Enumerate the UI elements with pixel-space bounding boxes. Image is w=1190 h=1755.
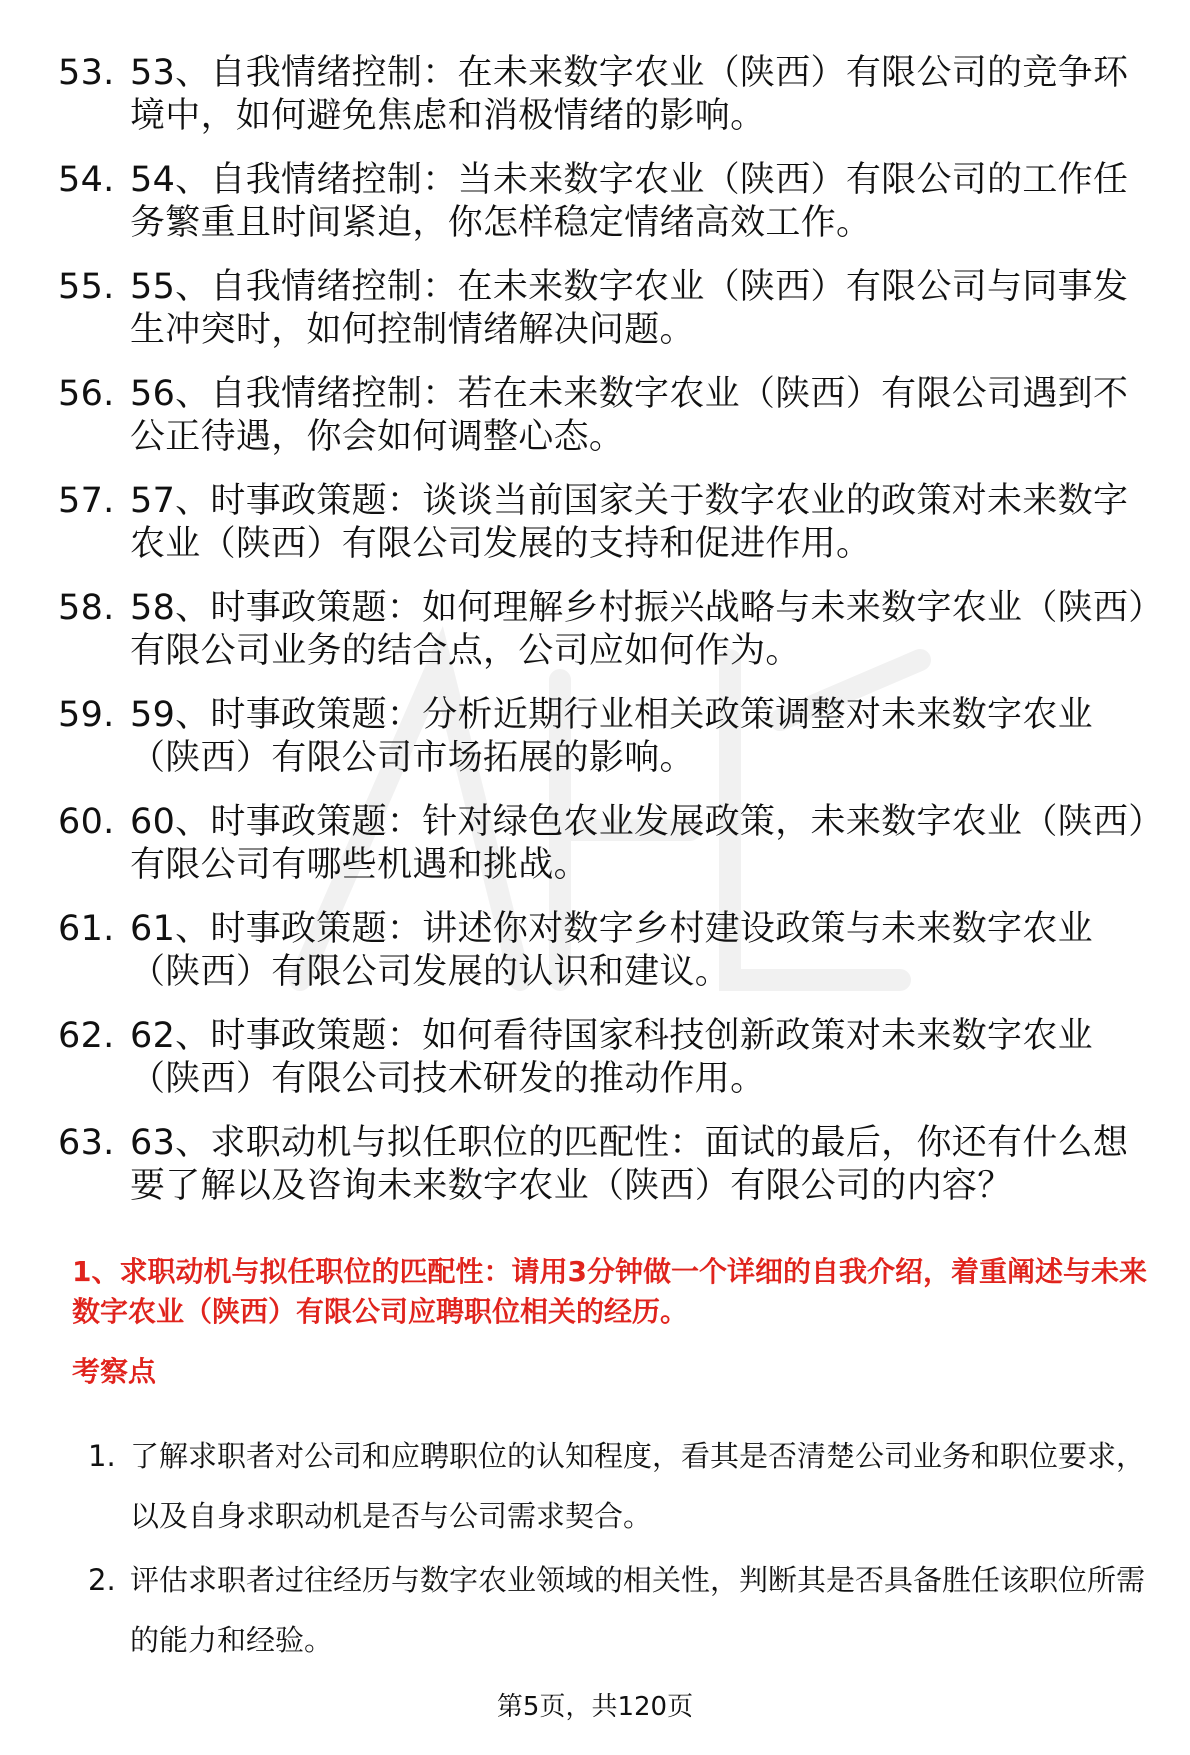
question-number: 59. — [58, 695, 115, 735]
question-number: 57. — [58, 481, 115, 521]
question-item — [58, 1122, 1158, 1208]
question-number: 53. — [58, 53, 115, 93]
question-item — [58, 694, 1158, 780]
question-number: 62. — [58, 1016, 115, 1056]
question-number: 58. — [58, 588, 115, 628]
question-text: 55、自我情绪控制：在未来数字农业（陕西）有限公司与同事发生冲突时，如何控制情绪解决问题。 — [130, 267, 1129, 350]
point-item — [88, 1550, 1160, 1670]
question-list — [58, 52, 1158, 1229]
question-text: 57、时事政策题：谈谈当前国家关于数字农业的政策对未来数字农业（陕西）有限公司发展的支持和促进作用。 — [130, 481, 1129, 564]
point-item — [88, 1426, 1160, 1546]
question-item — [58, 801, 1158, 887]
question-text: 62、时事政策题：如何看待国家科技创新政策对未来数字农业（陕西）有限公司技术研发的推动作用。 — [130, 1016, 1093, 1099]
question-item — [58, 1015, 1158, 1101]
question-text: 60、时事政策题：针对绿色农业发展政策，未来数字农业（陕西）有限公司有哪些机遇和挑战。 — [130, 802, 1147, 885]
section-heading: 1、求职动机与拟任职位的匹配性：请用3分钟做一个详细的自我介绍，着重阐述与未来数字农业（陕西）有限公司应聘职位相关的经历。 — [72, 1255, 1147, 1328]
question-number: 55. — [58, 267, 115, 307]
question-item — [58, 52, 1158, 138]
question-text: 63、求职动机与拟任职位的匹配性：面试的最后，你还有什么想要了解以及咨询未来数字农业（陕西）有限公司的内容？ — [130, 1123, 1129, 1206]
question-item — [58, 266, 1158, 352]
question-item — [58, 373, 1158, 459]
question-number: 60. — [58, 802, 115, 842]
section-subheading: 考察点 — [72, 1355, 157, 1388]
point-text: 了解求职者对公司和应聘职位的认知程度，看其是否清楚公司业务和职位要求，以及自身求职动机是否与公司需求契合。 — [130, 1439, 1146, 1533]
page-footer: 第5页，共120页 — [496, 1692, 694, 1722]
question-text: 54、自我情绪控制：当未来数字农业（陕西）有限公司的工作任务繁重且时间紧迫，你怎样稳定情绪高效工作。 — [130, 160, 1129, 243]
point-number: 2. — [88, 1563, 116, 1597]
point-number: 1. — [88, 1439, 116, 1473]
question-item — [58, 159, 1158, 245]
question-text: 56、自我情绪控制：若在未来数字农业（陕西）有限公司遇到不公正待遇，你会如何调整心态。 — [130, 374, 1129, 457]
question-number: 61. — [58, 909, 115, 949]
question-item — [58, 480, 1158, 566]
question-number: 63. — [58, 1123, 115, 1163]
point-list — [88, 1426, 1160, 1674]
question-item — [58, 908, 1158, 994]
question-text: 59、时事政策题：分析近期行业相关政策调整对未来数字农业（陕西）有限公司市场拓展的影响。 — [130, 695, 1093, 778]
question-number: 56. — [58, 374, 115, 414]
question-text: 58、时事政策题：如何理解乡村振兴战略与未来数字农业（陕西）有限公司业务的结合点，公司应如何作为。 — [130, 588, 1147, 671]
question-text: 61、时事政策题：讲述你对数字乡村建设政策与未来数字农业（陕西）有限公司发展的认识和建议。 — [130, 909, 1093, 992]
question-text: 53、自我情绪控制：在未来数字农业（陕西）有限公司的竞争环境中，如何避免焦虑和消极情绪的影响。 — [130, 53, 1129, 136]
question-item — [58, 587, 1158, 673]
point-text: 评估求职者过往经历与数字农业领域的相关性，判断其是否具备胜任该职位所需的能力和经验。 — [130, 1563, 1146, 1657]
question-number: 54. — [58, 160, 115, 200]
